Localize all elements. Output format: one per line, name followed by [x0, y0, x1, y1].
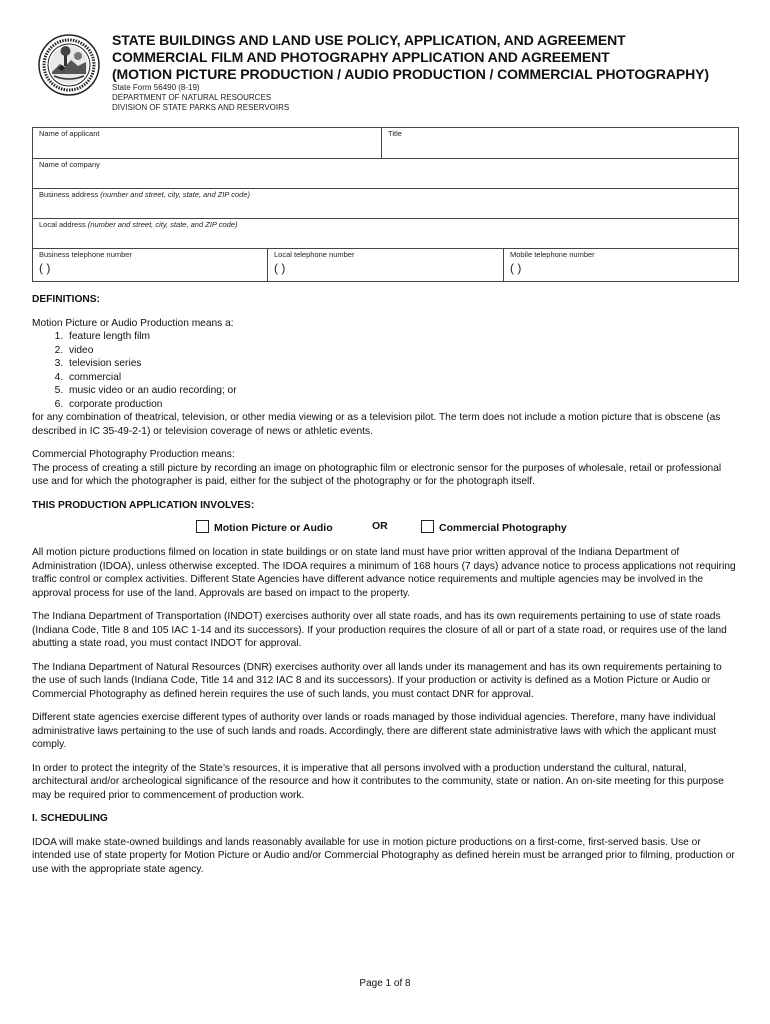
commercial-photography-label: Commercial Photography — [439, 522, 567, 534]
form-title — [112, 32, 709, 83]
company-name-field[interactable] — [33, 159, 739, 189]
state-seal-icon — [38, 34, 100, 96]
form-number: State Form 56490 (8-19) — [112, 83, 200, 92]
motion-picture-option[interactable] — [196, 520, 333, 536]
commercial-photography-checkbox[interactable] — [421, 520, 434, 533]
definitions-heading: DEFINITIONS: — [32, 294, 100, 305]
idoa-paragraph: All motion picture productions filmed on location in state buildings or on state land must have prior written approval of the Indiana Department of Administration (IDOA), unless otherwise excepted. The IDOA requires a minimum of 168 hours (7 days) advance notice to process applications not requiring traffic control or complex activities. Different State Agencies have different advance notice requirements and multiple agencies may be involved in the approval process for use of the land. Approvals are based on impact to the property. — [32, 547, 736, 599]
motion-picture-definition-intro: Motion Picture or Audio Production means a: — [32, 317, 234, 329]
scheduling-heading: I. SCHEDULING — [32, 813, 108, 824]
business-phone-area-code: ( ) — [39, 261, 51, 275]
company-name-label: Name of company — [39, 160, 100, 169]
business-address-field[interactable] — [33, 189, 739, 219]
local-address-label: Local address (number and street, city, state, and ZIP code) — [39, 220, 238, 229]
definition-continuation: for any combination of theatrical, television, or other media viewing or as a television pilot. The term does not include a motion picture that is obscene (as described in IC 35-49-2-1) or television coverage of news or athletic events. — [32, 412, 721, 437]
applicant-title-field[interactable] — [382, 128, 739, 159]
title-line-3: (MOTION PICTURE PRODUCTION / AUDIO PRODUCTION / COMMERCIAL PHOTOGRAPHY) — [112, 66, 709, 82]
page-number: Page 1 of 8 — [359, 978, 411, 989]
motion-picture-label: Motion Picture or Audio — [214, 522, 333, 534]
business-address-hint: (number and street, city, state, and ZIP code) — [100, 190, 250, 199]
local-address-field[interactable] — [33, 219, 739, 249]
production-type-list — [32, 330, 738, 411]
commercial-photography-option[interactable] — [421, 520, 567, 536]
integrity-paragraph: In order to protect the integrity of the State’s resources, it is imperative that all persons involved with a production understand the cultural, natural, architectural and/or archeological significance of the resource and how it contributes to the community, state or nation. An on-site meeting for this purpose may be required prior to commencement of production work. — [32, 762, 724, 801]
list-item: 2. video — [66, 344, 738, 358]
local-phone-area-code: ( ) — [274, 261, 286, 275]
division: DIVISION OF STATE PARKS AND RESERVOIRS — [112, 103, 290, 112]
mobile-phone-label: Mobile telephone number — [510, 250, 595, 259]
local-phone-field[interactable] — [268, 249, 504, 282]
mobile-phone-field[interactable] — [504, 249, 739, 282]
motion-picture-checkbox[interactable] — [196, 520, 209, 533]
involves-heading: THIS PRODUCTION APPLICATION INVOLVES: — [32, 499, 255, 511]
department: DEPARTMENT OF NATURAL RESOURCES — [112, 93, 272, 102]
indot-paragraph: The Indiana Department of Transportation (INDOT) exercises authority over all state roads, and has its own requirements pertaining to use of state roads (Indiana Code, Title 8 and 105 IAC 1-14 and its successors). If your production requires the closure of all or part of a state road, or requires use of the land abutting a state road, you must contact INDOT for approval. — [32, 611, 727, 649]
list-item: 4. commercial — [66, 371, 738, 385]
form-body — [32, 293, 738, 876]
dnr-paragraph: The Indiana Department of Natural Resources (DNR) exercises authority over all lands under its management and has its own requirements pertaining to the use of such lands (Indiana Code, Title 14 and 312 IAC 8 and its successors). If your production or activity is defined as a Motion Picture or Audio or Commercial Photography as defined herein requires the use of such lands, you must contact DNR for approval. — [32, 661, 722, 700]
mobile-phone-area-code: ( ) — [510, 261, 522, 275]
form-info — [112, 83, 289, 113]
or-label: OR — [372, 520, 388, 532]
applicant-name-label: Name of applicant — [39, 129, 100, 138]
applicant-name-field[interactable] — [33, 128, 382, 159]
title-line-1: STATE BUILDINGS AND LAND USE POLICY, APPLICATION, AND AGREEMENT — [112, 32, 626, 48]
title-line-2: COMMERCIAL FILM AND PHOTOGRAPHY APPLICATION AND AGREEMENT — [112, 49, 610, 65]
list-item: 5. music video or an audio recording; or — [66, 384, 738, 398]
business-phone-field[interactable] — [33, 249, 268, 282]
local-phone-label: Local telephone number — [274, 250, 355, 259]
list-item: 3. television series — [66, 357, 738, 371]
applicant-title-label: Title — [388, 129, 402, 138]
photography-definition-text: The process of creating a still picture by recording an image on photographic film or electronic sensor for the purposes of wholesale, retail or professional use and for which the photographer is paid, either for the subject of the photography or for the photograph itself. — [32, 462, 722, 487]
list-item: 6. corporate production — [66, 398, 738, 412]
list-item: 1. feature length film — [66, 330, 738, 344]
agencies-paragraph: Different state agencies exercise different types of authority over lands or roads managed by those individual agencies. Therefore, many have individual administrative laws pertaining to the use of such lands and roads. Accordingly, there are different state administrative laws with which the applicant must comply. — [32, 712, 717, 750]
local-address-hint: (number and street, city, state, and ZIP code) — [87, 220, 238, 229]
photography-definition-heading: Commercial Photography Production means: — [32, 449, 235, 460]
business-phone-label: Business telephone number — [39, 250, 132, 259]
production-type-selector — [32, 518, 738, 536]
applicant-info-table — [32, 127, 739, 282]
business-address-label: Business address (number and street, city, state, and ZIP code) — [39, 190, 250, 199]
scheduling-text: IDOA will make state-owned buildings and lands reasonably available for use in motion picture productions on a first-come, first-served basis. Use or intended use of state property for Motion Picture or Audio and/or Commercial Photography as defined herein must be arranged prior to filming, production or use with the appropriate state agency. — [32, 836, 735, 875]
